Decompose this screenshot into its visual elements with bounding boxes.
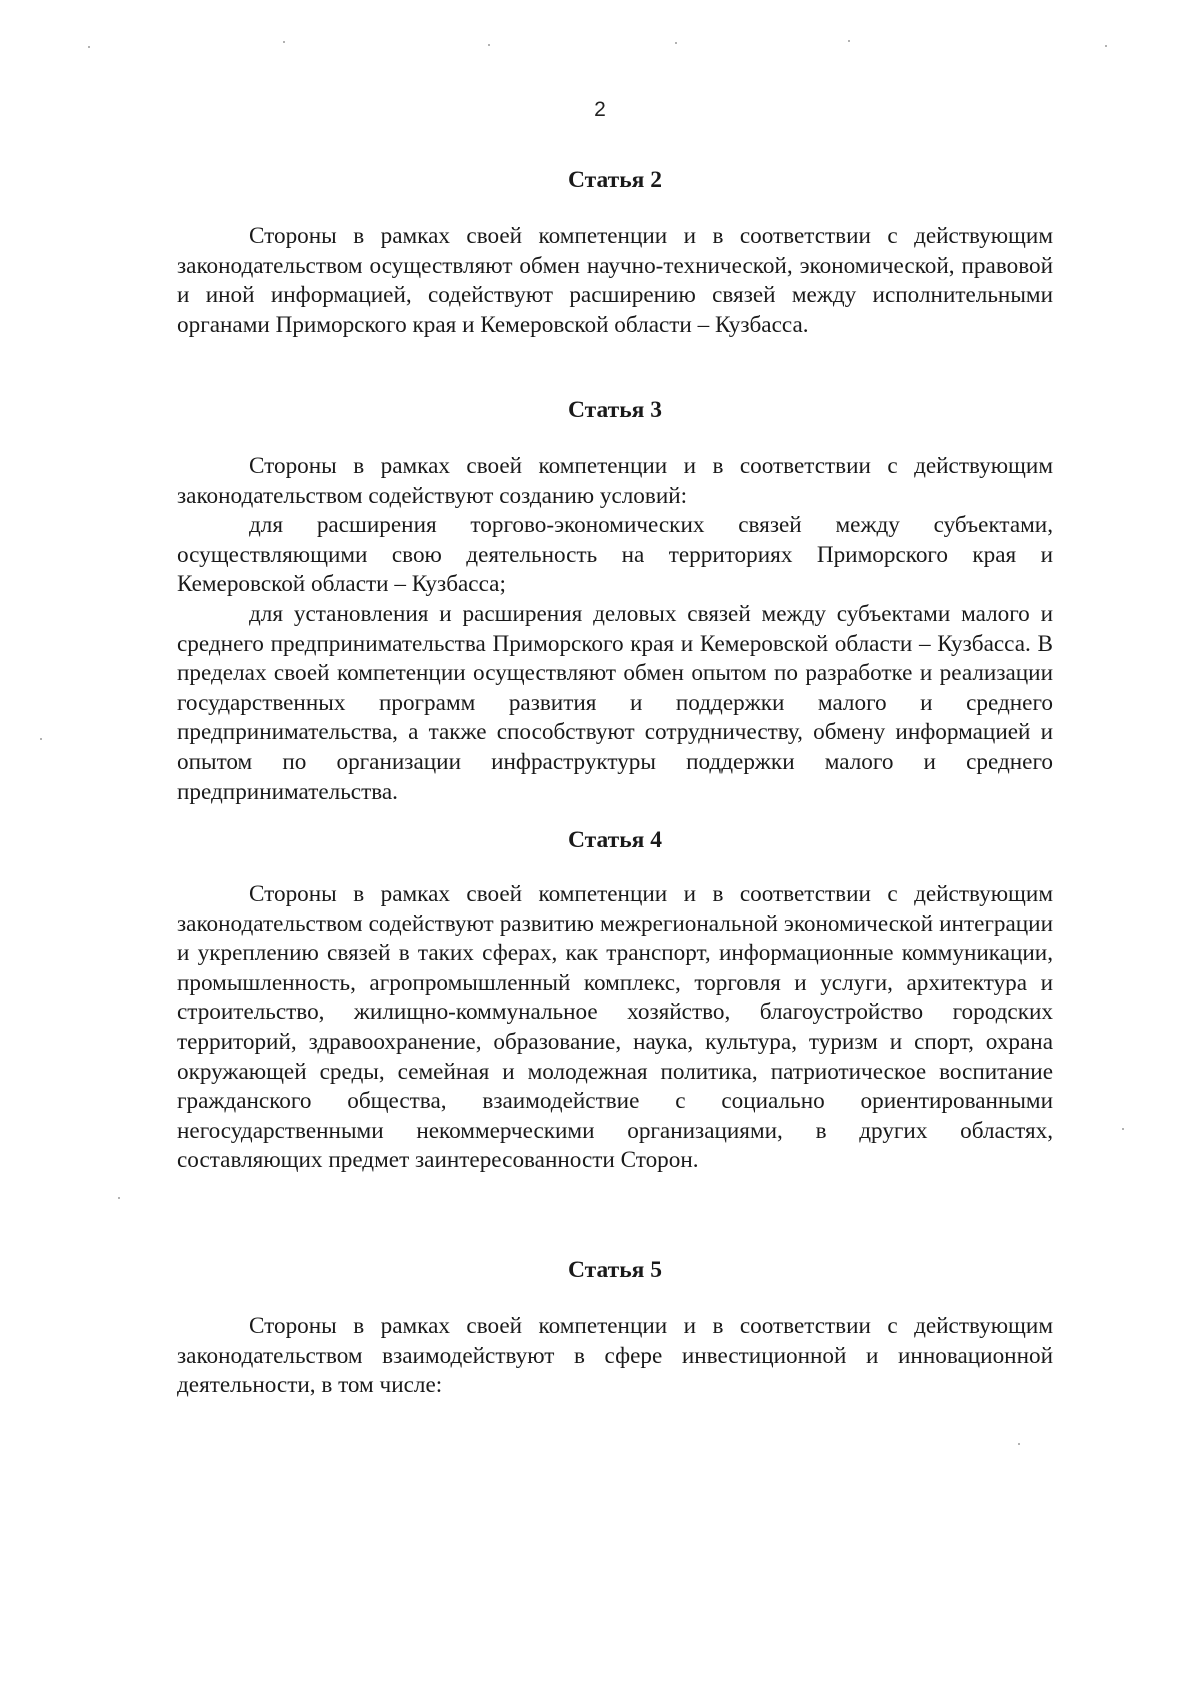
article-heading: Статья 5 bbox=[568, 1257, 662, 1283]
scan-speck bbox=[675, 42, 677, 44]
article-paragraph: для установления и расширения деловых связей между субъектами малого и среднего предпринимательства Приморского края и Кемеровской области – Кузбасса. В пределах своей компетенции осуществляют обмен опытом по разработке и реализации государственных программ развития и поддержки малого и среднего предпринимательства, а также способствуют сотрудничеству, обмену информацией и опытом по организации инфраструктуры поддержки малого и среднего предпринимательства. bbox=[177, 601, 1053, 805]
article-paragraph: Стороны в рамках своей компетенции и в соответствии с действующим законодательством содействуют созданию условий: bbox=[177, 453, 1053, 509]
article-paragraph: Стороны в рамках своей компетенции и в соответствии с действующим законодательством взаимодействуют в сфере инвестиционной и инновационной деятельности, в том числе: bbox=[177, 1313, 1053, 1399]
article-heading: Статья 2 bbox=[568, 167, 662, 193]
page-number: 2 bbox=[594, 98, 606, 121]
scan-speck bbox=[1105, 45, 1107, 47]
article-paragraph: Стороны в рамках своей компетенции и в соответствии с действующим законодательством содействуют развитию межрегиональной экономической интеграции и укреплению связей в таких сферах, как транспорт, информационные коммуникации, промышленность, агропромышленный комплекс, торговля и услуги, архитектура и строительство, жилищно-коммунальное хозяйство, благоустройство городских территорий, здравоохранение, образование, наука, культура, туризм и спорт, охрана окружающей среды, семейная и молодежная политика, патриотическое воспитание гражданского общества, взаимодействие с социально ориентированными негосударственными некоммерческими организациями, в других областях, составляющих предмет заинтересованности Сторон. bbox=[177, 881, 1053, 1174]
scan-speck bbox=[40, 738, 42, 740]
scan-speck bbox=[848, 40, 850, 42]
scan-speck bbox=[118, 1197, 120, 1199]
article-heading: Статья 3 bbox=[568, 397, 662, 423]
article-paragraph: для расширения торгово-экономических связей между субъектами, осуществляющими свою деятельность на территориях Приморского края и Кемеровской области – Кузбасса; bbox=[177, 512, 1053, 598]
scan-speck bbox=[1018, 1443, 1020, 1445]
scan-speck bbox=[1122, 1128, 1124, 1130]
scan-speck bbox=[88, 46, 90, 48]
scan-speck bbox=[488, 44, 490, 46]
article-paragraph: Стороны в рамках своей компетенции и в соответствии с действующим законодательством осуществляют обмен научно-технической, экономической, правовой и иной информацией, содействуют расширению связей между исполнительными органами Приморского края и Кемеровской области – Кузбасса. bbox=[177, 223, 1053, 338]
scan-speck bbox=[283, 41, 285, 43]
article-heading: Статья 4 bbox=[568, 827, 662, 853]
